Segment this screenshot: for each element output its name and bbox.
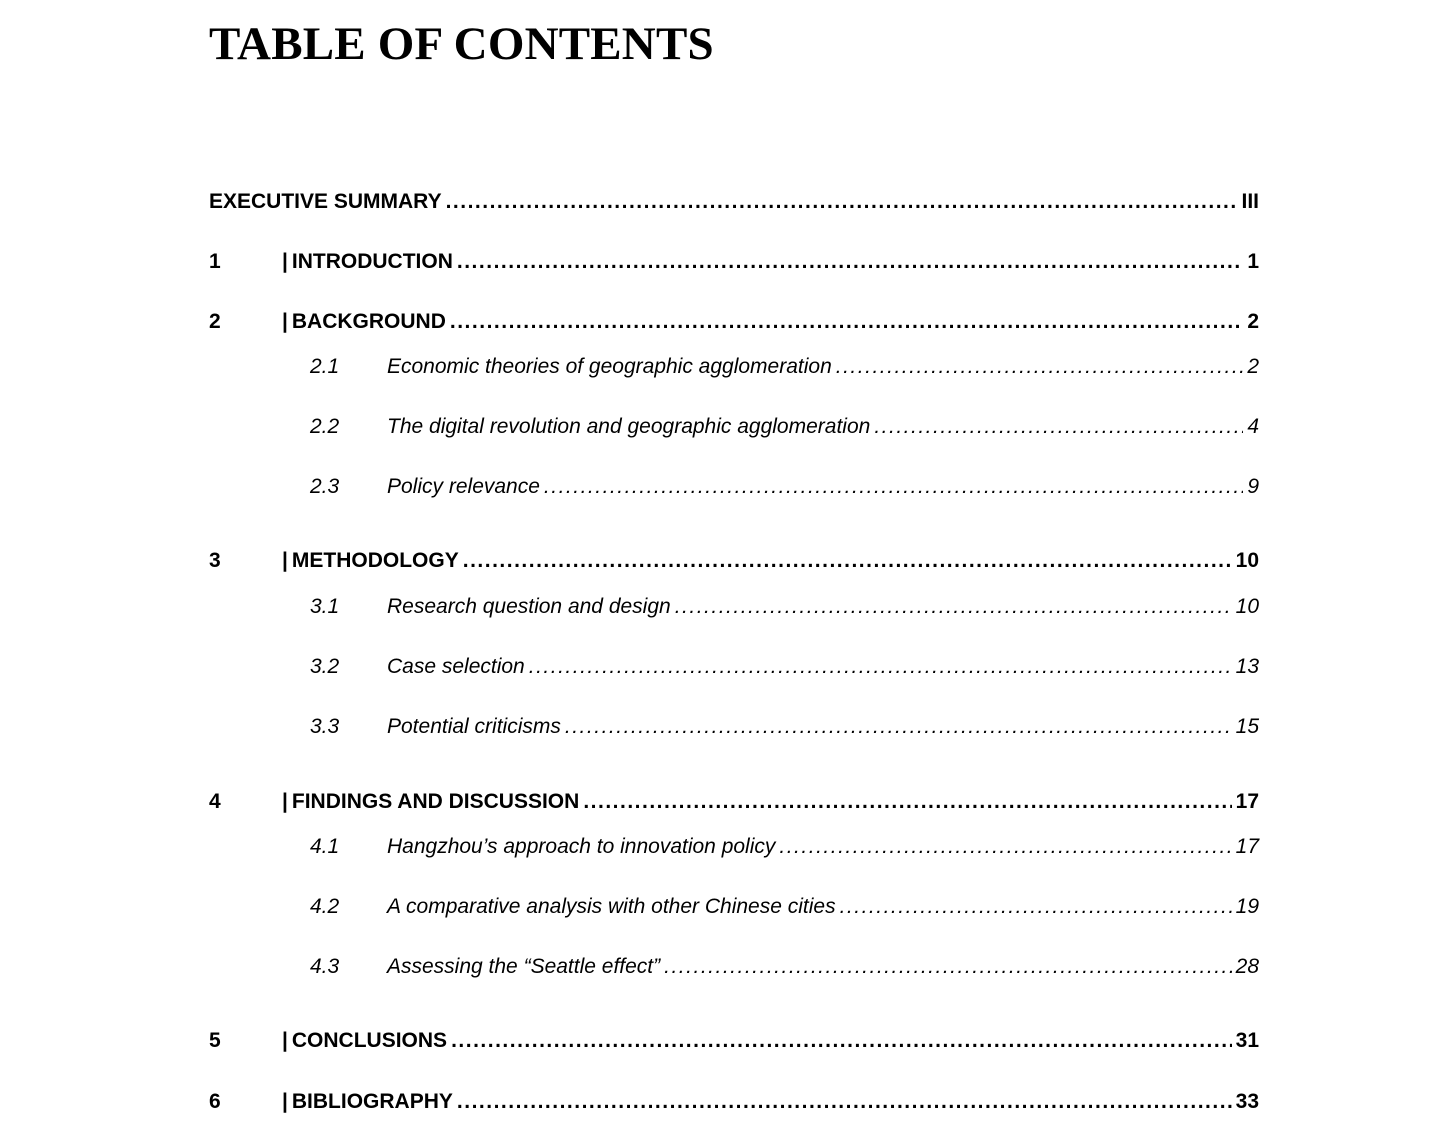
dot-leader (457, 1087, 1232, 1117)
toc-page-number: 17 (1235, 790, 1259, 813)
toc-section-number: 3.2 (310, 655, 340, 678)
dot-leader (664, 952, 1232, 982)
toc-subentry-4-2[interactable] (209, 892, 1259, 922)
toc-subentry-4-1[interactable] (209, 832, 1259, 862)
toc-entry-label: Potential criticisms (387, 715, 561, 738)
toc-entry-label: Case selection (387, 655, 525, 678)
toc-section-number: 3.1 (310, 595, 340, 618)
toc-entry-label: Hangzhou’s approach to innovation policy (387, 835, 776, 858)
dot-leader (457, 247, 1243, 277)
toc-entry-introduction[interactable] (209, 247, 1259, 277)
toc-entry-label: BACKGROUND (291, 310, 446, 333)
toc-section-number: 4 (209, 790, 221, 813)
dot-leader (446, 187, 1238, 217)
toc-entry-conclusions[interactable] (209, 1026, 1259, 1056)
toc-entry-label: Research question and design (387, 595, 671, 618)
toc-subentry-3-2[interactable] (209, 652, 1259, 682)
dot-leader (451, 1026, 1232, 1056)
toc-page-number: III (1241, 190, 1259, 213)
dot-leader (583, 787, 1231, 817)
section-separator: | (282, 549, 288, 572)
dot-leader (779, 832, 1231, 862)
toc-entry-label: CONCLUSIONS (291, 1029, 448, 1052)
section-separator: | (282, 1029, 288, 1052)
toc-section-number: 4.3 (310, 955, 340, 978)
dot-leader (836, 352, 1244, 382)
toc-subentry-2-2[interactable] (209, 412, 1259, 442)
toc-entry-label: BIBLIOGRAPHY (291, 1090, 453, 1113)
toc-section-number: 2.3 (310, 475, 340, 498)
toc-subentry-3-1[interactable] (209, 592, 1259, 622)
toc-page-number: 9 (1247, 475, 1259, 498)
toc-entry-methodology[interactable] (209, 546, 1259, 576)
toc-page-number: 15 (1235, 715, 1259, 738)
toc-page-number: 31 (1235, 1029, 1259, 1052)
dot-leader (463, 546, 1232, 576)
toc-entry-label: Assessing the “Seattle effect” (387, 955, 661, 978)
toc-page-number: 10 (1235, 595, 1259, 618)
toc-entry-label: METHODOLOGY (291, 549, 459, 572)
section-separator: | (282, 250, 288, 273)
toc-section-number: 3 (209, 549, 221, 572)
toc-section-number: 1 (209, 250, 221, 273)
toc-page-number: 4 (1247, 415, 1259, 438)
toc-entry-label: A comparative analysis with other Chinese cities (387, 895, 836, 918)
toc-page-number: 2 (1247, 310, 1259, 333)
dot-leader (840, 892, 1232, 922)
toc-entry-findings-and-discussion[interactable] (209, 787, 1259, 817)
toc-page-number: 33 (1235, 1090, 1259, 1113)
toc-entry-background[interactable] (209, 307, 1259, 337)
toc-section-number: 6 (209, 1090, 221, 1113)
toc-section-number: 2.2 (310, 415, 340, 438)
toc-section-number: 5 (209, 1029, 221, 1052)
toc-entry-executive-summary[interactable] (209, 187, 1259, 217)
section-separator: | (282, 310, 288, 333)
toc-section-number: 4.1 (310, 835, 340, 858)
toc-page-number: 13 (1235, 655, 1259, 678)
toc-page-number: 10 (1235, 549, 1259, 572)
toc-subentry-2-3[interactable] (209, 472, 1259, 502)
toc-section-number: 2 (209, 310, 221, 333)
dot-leader (529, 652, 1232, 682)
toc-section-number: 2.1 (310, 355, 340, 378)
toc-entry-label: The digital revolution and geographic agglomeration (387, 415, 871, 438)
dot-leader (450, 307, 1243, 337)
dot-leader (544, 472, 1243, 502)
toc-page-number: 19 (1235, 895, 1259, 918)
dot-leader (565, 712, 1232, 742)
section-separator: | (282, 1090, 288, 1113)
toc-page-number: 17 (1235, 835, 1259, 858)
toc-section-number: 4.2 (310, 895, 340, 918)
toc-entry-label: EXECUTIVE SUMMARY (209, 190, 442, 213)
toc-subentry-3-3[interactable] (209, 712, 1259, 742)
toc-page-number: 2 (1247, 355, 1259, 378)
toc-subentry-4-3[interactable] (209, 952, 1259, 982)
toc-entry-bibliography[interactable] (209, 1087, 1259, 1117)
toc-page-number: 28 (1235, 955, 1259, 978)
dot-leader (675, 592, 1232, 622)
toc-subentry-2-1[interactable] (209, 352, 1259, 382)
section-separator: | (282, 790, 288, 813)
dot-leader (874, 412, 1243, 442)
toc-entry-label: Policy relevance (387, 475, 540, 498)
toc-entry-label: INTRODUCTION (291, 250, 453, 273)
toc-entry-label: Economic theories of geographic agglomeration (387, 355, 832, 378)
page-title: TABLE OF CONTENTS (209, 18, 714, 70)
toc-page-number: 1 (1247, 250, 1259, 273)
toc-section-number: 3.3 (310, 715, 340, 738)
toc-entry-label: FINDINGS AND DISCUSSION (291, 790, 580, 813)
